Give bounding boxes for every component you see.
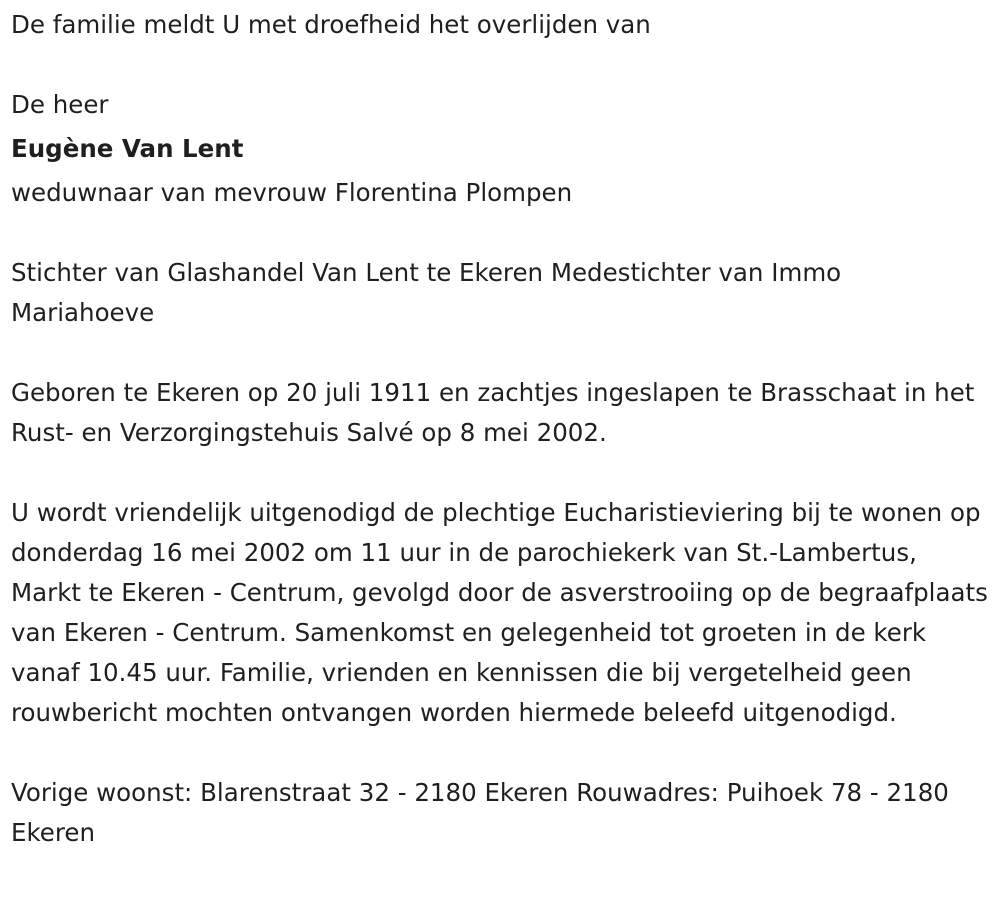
ceremony-text: U wordt vriendelijk uitgenodigd de plechtige Eucharistieviering bij te wonen op donderdag 16 mei 2002 om 11 uur in de parochiekerk van St.-Lambertus, Markt te Ekeren - Centrum, gevolgd door de asverstrooiing op de begraafplaats van Ekeren - Centrum. Samenkomst en gelegenheid tot groeten in de kerk vanaf 10.45 uur. Familie, vrienden en kennissen die bij vergetelheid geen rouwbericht mochten ontvangen worden hiermede beleefd uitgenodigd.: [11, 498, 988, 727]
spacer: [11, 733, 991, 773]
spacer: [11, 213, 991, 253]
birth-death-text: Geboren te Ekeren op 20 juli 1911 en zachtjes ingeslapen te Brasschaat in het Rust- en Verzorgingstehuis Salvé op 8 mei 2002.: [11, 378, 975, 447]
spacer: [11, 333, 991, 373]
deceased-name: Eugène Van Lent: [11, 134, 244, 163]
widow-of-text: weduwnaar van mevrouw Florentina Plompen: [11, 178, 573, 207]
obituary-notice: [11, 5, 991, 853]
founder-text: Stichter van Glashandel Van Lent te Ekeren Medestichter van Immo Mariahoeve: [11, 258, 842, 327]
spacer: [11, 453, 991, 493]
addresses-text: Vorige woonst: Blarenstraat 32 - 2180 Ekeren Rouwadres: Puihoek 78 - 2180 Ekeren: [11, 778, 949, 847]
intro-text: De familie meldt U met droefheid het overlijden van: [11, 10, 651, 39]
spacer: [11, 45, 991, 85]
title-prefix: De heer: [11, 90, 109, 119]
